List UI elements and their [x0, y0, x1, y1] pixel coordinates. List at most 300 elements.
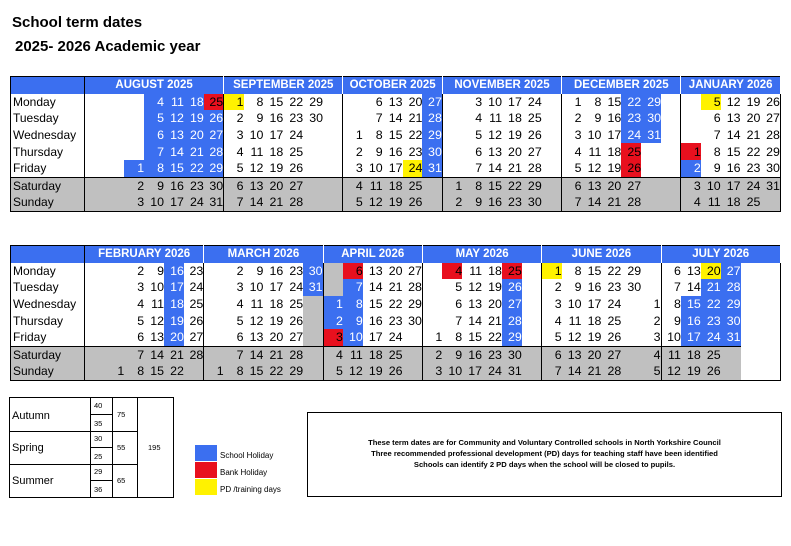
empty-cell: [323, 177, 343, 194]
date-cell: 7: [343, 279, 363, 296]
date-cell: 18: [164, 296, 184, 313]
date-cell: 15: [368, 297, 383, 312]
date-cell: 8: [594, 94, 602, 109]
date-cell: 17: [462, 363, 482, 380]
date-cell: 13: [244, 177, 264, 194]
empty-cell: [104, 263, 124, 280]
date-cell: 21: [184, 143, 204, 160]
empty-cell: [641, 263, 661, 280]
date-cell: 2: [124, 177, 144, 194]
day-label-friday: Friday: [11, 329, 85, 346]
date-cell: 15: [164, 160, 184, 177]
date-cell: 26: [383, 363, 403, 380]
date-cell: 8: [674, 297, 681, 312]
date-cell: 12: [363, 194, 383, 211]
date-cell: 15: [462, 329, 482, 346]
term-summer-label: Summer: [12, 475, 54, 487]
date-cell: 2: [641, 312, 661, 329]
date-cell: 4: [323, 346, 343, 363]
date-cell: 5: [701, 94, 721, 111]
date-cell: 16: [721, 160, 741, 177]
date-cell: 6: [224, 329, 244, 346]
day-label-wednesday: Wednesday: [11, 127, 85, 144]
empty-cell: [85, 160, 105, 177]
date-cell: 3: [681, 177, 701, 194]
date-cell: 24: [527, 94, 542, 109]
empty-cell: [85, 110, 105, 127]
date-cell: 5: [144, 110, 164, 127]
date-cell: 8: [144, 160, 164, 177]
date-cell: 20: [388, 263, 403, 278]
date-cell: 27: [760, 110, 780, 127]
date-cell: 9: [144, 177, 164, 194]
date-cell: 19: [184, 110, 204, 127]
date-cell: 14: [144, 346, 164, 363]
date-cell: 6: [542, 346, 562, 363]
date-cell: 29: [760, 143, 780, 160]
date-cell: 27: [283, 329, 303, 346]
date-cell: 3: [554, 297, 562, 312]
date-cell: 3: [236, 280, 244, 295]
empty-cell: [641, 194, 661, 211]
date-cell: 13: [468, 297, 483, 312]
date-cell: 14: [164, 143, 184, 160]
empty-cell: [522, 329, 542, 346]
date-cell: 9: [674, 313, 681, 328]
date-cell: 15: [244, 363, 264, 380]
empty-cell: [661, 94, 681, 111]
date-cell: 24: [184, 279, 204, 296]
date-cell: 4: [681, 194, 701, 211]
date-cell: 2: [323, 312, 343, 329]
date-cell: 12: [488, 128, 502, 143]
empty-cell: [303, 296, 323, 313]
date-cell: 30: [760, 160, 780, 177]
date-cell: 9: [701, 160, 721, 177]
date-cell: 26: [289, 313, 304, 328]
date-cell: 14: [244, 346, 264, 363]
date-cell: 22: [263, 363, 283, 380]
date-cell: 25: [701, 346, 721, 363]
date-cell: 21: [164, 346, 184, 363]
date-cell: 28: [621, 194, 641, 211]
date-cell: 31: [641, 127, 661, 144]
date-cell: 16: [482, 194, 502, 211]
date-cell: 21: [746, 128, 761, 143]
empty-cell: [85, 127, 105, 144]
date-cell: 25: [527, 111, 542, 126]
empty-cell: [621, 296, 641, 313]
date-cell: 6: [713, 111, 721, 126]
empty-cell: [85, 279, 105, 296]
empty-cell: [104, 346, 124, 363]
date-cell: 29: [403, 296, 423, 313]
empty-cell: [621, 346, 641, 363]
day-label-monday: Monday: [11, 94, 85, 111]
date-cell: 17: [269, 280, 284, 295]
date-cell: 6: [124, 329, 144, 346]
date-cell: 5: [455, 280, 463, 295]
date-cell: 27: [403, 263, 423, 280]
calendar-feb-jul: [10, 245, 781, 381]
date-cell: 6: [475, 144, 483, 159]
date-cell: 16: [681, 312, 701, 329]
date-cell: 4: [236, 144, 244, 159]
date-cell: 17: [508, 94, 522, 109]
date-cell: 9: [256, 111, 264, 126]
date-cell: 27: [721, 263, 741, 280]
date-cell: 4: [236, 297, 244, 312]
day-label-thursday: Thursday: [11, 143, 85, 160]
date-cell: 11: [469, 263, 483, 278]
date-cell: 14: [388, 111, 403, 126]
empty-cell: [204, 279, 224, 296]
date-cell: 19: [263, 160, 283, 177]
date-cell: 27: [204, 127, 224, 144]
date-cell: 3: [124, 194, 144, 211]
date-cell: 3: [323, 329, 343, 346]
empty-cell: [104, 127, 124, 144]
date-cell: 13: [562, 346, 582, 363]
day-label-sunday: Sunday: [11, 194, 85, 211]
date-cell: 9: [442, 346, 462, 363]
date-cell: 23: [184, 177, 204, 194]
date-cell: 27: [184, 329, 204, 346]
date-cell: 19: [746, 94, 761, 109]
date-cell: 29: [641, 94, 661, 111]
date-cell: 16: [164, 263, 184, 280]
date-cell: 18: [587, 313, 602, 328]
date-cell: 12: [726, 94, 741, 109]
empty-cell: [204, 312, 224, 329]
date-cell: 4: [475, 111, 483, 126]
pd-day-swatch: [195, 479, 217, 495]
day-label-saturday: Saturday: [11, 177, 85, 194]
date-cell: 6: [674, 263, 681, 278]
date-cell: 4: [144, 94, 164, 111]
empty-cell: [104, 160, 124, 177]
empty-cell: [343, 110, 363, 127]
term-spring-half1: 30: [94, 434, 103, 443]
empty-cell: [303, 329, 323, 346]
date-cell: 20: [184, 127, 204, 144]
date-cell: 5: [641, 363, 661, 380]
date-cell: 22: [184, 160, 204, 177]
empty-cell: [522, 312, 542, 329]
date-cell: 9: [343, 312, 363, 329]
empty-cell: [442, 94, 462, 111]
date-cell: 7: [375, 111, 383, 126]
empty-cell: [85, 263, 105, 280]
date-cell: 17: [363, 329, 383, 346]
term-spring-total: 55: [117, 443, 126, 452]
date-cell: 24: [701, 329, 721, 346]
empty-cell: [542, 143, 562, 160]
date-cell: 2: [442, 194, 462, 211]
date-cell: 20: [508, 144, 522, 159]
date-cell: 1: [574, 94, 582, 109]
date-cell: 16: [462, 346, 482, 363]
date-cell: 9: [375, 144, 383, 159]
date-cell: 27: [527, 144, 542, 159]
date-cell: 30: [403, 312, 423, 329]
date-cell: 13: [368, 263, 383, 278]
date-cell: 1: [355, 128, 363, 143]
month-header: MARCH 2026: [204, 246, 323, 263]
empty-cell: [104, 329, 124, 346]
date-cell: 14: [368, 280, 383, 295]
empty-cell: [661, 160, 681, 177]
month-header: JULY 2026: [661, 246, 780, 263]
empty-cell: [403, 363, 423, 380]
date-cell: 28: [601, 363, 621, 380]
empty-cell: [184, 363, 204, 380]
year-total: 195: [148, 443, 161, 452]
date-cell: 20: [488, 297, 502, 312]
date-cell: 28: [721, 279, 741, 296]
date-cell: 10: [587, 128, 602, 143]
date-cell: 19: [601, 160, 621, 177]
empty-cell: [422, 279, 442, 296]
date-cell: 14: [686, 280, 701, 295]
date-cell: 8: [256, 94, 264, 109]
date-cell: 26: [760, 94, 780, 111]
date-cell: 30: [422, 143, 442, 160]
empty-cell: [661, 194, 681, 211]
date-cell: 5: [224, 160, 244, 177]
empty-cell: [323, 194, 343, 211]
date-cell: 1: [641, 296, 661, 313]
date-cell: 25: [741, 194, 761, 211]
empty-cell: [422, 177, 442, 194]
date-cell: 31: [422, 160, 442, 177]
date-cell: 16: [388, 144, 403, 159]
month-header: NOVEMBER 2025: [442, 77, 561, 94]
empty-cell: [85, 329, 105, 346]
date-cell: 20: [164, 329, 184, 346]
date-cell: 9: [462, 194, 482, 211]
date-cell: 18: [363, 346, 383, 363]
empty-cell: [303, 143, 323, 160]
date-cell: 23: [701, 312, 721, 329]
date-cell: 18: [488, 263, 502, 278]
empty-cell: [403, 329, 423, 346]
empty-cell: [104, 296, 124, 313]
date-cell: 12: [661, 363, 681, 380]
empty-cell: [323, 94, 343, 111]
date-cell: 24: [289, 280, 304, 295]
date-cell: 8: [224, 363, 244, 380]
term-autumn-total: 75: [117, 410, 126, 419]
date-cell: 27: [502, 296, 522, 313]
date-cell: 7: [542, 363, 562, 380]
date-cell: 11: [363, 177, 383, 194]
date-cell: 27: [283, 177, 303, 194]
term-days-summary: [9, 397, 174, 498]
empty-cell: [85, 94, 105, 111]
date-cell: 9: [157, 263, 164, 278]
empty-cell: [204, 346, 224, 363]
empty-cell: [522, 296, 542, 313]
date-cell: 16: [164, 177, 184, 194]
date-cell: 13: [144, 329, 164, 346]
month-header: SEPTEMBER 2025: [224, 77, 343, 94]
date-cell: 6: [375, 94, 383, 109]
date-cell: 15: [587, 263, 602, 278]
empty-cell: [522, 346, 542, 363]
empty-cell: [522, 263, 542, 280]
date-cell: 12: [468, 280, 483, 295]
date-cell: 6: [144, 127, 164, 144]
key-label: School Holiday: [220, 451, 274, 460]
month-header: FEBRUARY 2026: [85, 246, 204, 263]
empty-cell: [104, 177, 124, 194]
date-cell: 23: [502, 194, 522, 211]
date-cell: 11: [568, 313, 582, 328]
date-cell: 23: [621, 110, 641, 127]
date-cell: 29: [721, 296, 741, 313]
date-cell: 13: [488, 144, 502, 159]
empty-cell: [661, 177, 681, 194]
date-cell: 29: [502, 329, 522, 346]
month-header: OCTOBER 2025: [343, 77, 442, 94]
date-cell: 22: [621, 94, 641, 111]
empty-cell: [104, 312, 124, 329]
empty-cell: [760, 194, 780, 211]
date-cell: 12: [343, 363, 363, 380]
date-cell: 2: [574, 111, 582, 126]
date-cell: 10: [343, 329, 363, 346]
date-cell: 14: [482, 160, 502, 177]
date-cell: 3: [641, 329, 661, 346]
date-cell: 3: [343, 160, 363, 177]
header-corner: [11, 77, 85, 94]
date-cell: 4: [574, 144, 582, 159]
date-cell: 20: [582, 346, 602, 363]
date-cell: 25: [204, 94, 224, 111]
date-cell: 1: [124, 160, 144, 177]
date-cell: 19: [269, 313, 284, 328]
date-cell: 20: [408, 94, 423, 109]
date-cell: 17: [587, 297, 602, 312]
date-cell: 31: [303, 279, 323, 296]
date-cell: 8: [442, 329, 462, 346]
empty-cell: [204, 296, 224, 313]
date-cell: 10: [144, 194, 164, 211]
date-cell: 10: [442, 363, 462, 380]
date-cell: 4: [442, 263, 462, 280]
school-holiday-swatch: [195, 445, 217, 461]
empty-cell: [323, 143, 343, 160]
date-cell: 25: [289, 144, 304, 159]
date-cell: 22: [408, 128, 423, 143]
empty-cell: [621, 363, 641, 380]
date-cell: 22: [482, 329, 502, 346]
date-cell: 24: [741, 177, 761, 194]
date-cell: 26: [184, 312, 204, 329]
date-cell: 10: [249, 280, 264, 295]
empty-cell: [681, 94, 701, 111]
date-cell: 18: [269, 297, 284, 312]
date-cell: 24: [383, 329, 403, 346]
date-cell: 25: [621, 143, 641, 160]
date-cell: 2: [681, 160, 701, 177]
page-title: School term dates: [12, 14, 143, 31]
term-summer-half2: 36: [94, 485, 103, 494]
empty-cell: [124, 110, 144, 127]
empty-cell: [85, 363, 105, 380]
date-cell: 22: [701, 296, 721, 313]
date-cell: 6: [562, 177, 582, 194]
date-cell: 11: [250, 144, 264, 159]
date-cell: 22: [607, 263, 622, 278]
date-cell: 10: [488, 94, 502, 109]
date-cell: 24: [289, 128, 304, 143]
empty-cell: [542, 194, 562, 211]
date-cell: 19: [363, 363, 383, 380]
date-cell: 12: [150, 313, 164, 328]
empty-cell: [681, 110, 701, 127]
empty-cell: [442, 110, 462, 127]
date-cell: 15: [726, 144, 741, 159]
date-cell: 29: [309, 94, 324, 109]
empty-cell: [323, 279, 343, 296]
key-label: PD /training days: [220, 485, 281, 494]
date-cell: 23: [607, 280, 622, 295]
date-cell: 1: [104, 363, 124, 380]
empty-cell: [104, 194, 124, 211]
date-cell: 25: [289, 297, 304, 312]
empty-cell: [204, 263, 224, 280]
date-cell: 7: [124, 346, 144, 363]
date-cell: 4: [343, 177, 363, 194]
date-cell: 17: [607, 128, 622, 143]
date-cell: 5: [343, 194, 363, 211]
term-summer-total: 65: [117, 476, 126, 485]
date-cell: 1: [323, 296, 343, 313]
date-cell: 2: [137, 263, 145, 278]
month-header: MAY 2026: [422, 246, 541, 263]
date-cell: 3: [422, 363, 442, 380]
month-header: AUGUST 2025: [85, 77, 224, 94]
date-cell: 19: [164, 312, 184, 329]
date-cell: 13: [244, 329, 264, 346]
date-cell: 4: [554, 313, 562, 328]
date-cell: 21: [263, 194, 283, 211]
date-cell: 10: [701, 177, 721, 194]
date-cell: 22: [289, 94, 304, 109]
date-cell: 14: [562, 363, 582, 380]
date-cell: 21: [408, 111, 423, 126]
date-cell: 25: [184, 296, 204, 313]
date-cell: 26: [403, 194, 423, 211]
date-cell: 27: [621, 177, 641, 194]
empty-cell: [85, 194, 105, 211]
empty-cell: [104, 94, 124, 111]
empty-cell: [641, 143, 661, 160]
date-cell: 15: [607, 94, 622, 109]
date-cell: 6: [455, 297, 463, 312]
month-header: JUNE 2026: [542, 246, 661, 263]
empty-cell: [422, 296, 442, 313]
month-header: JANUARY 2026: [681, 77, 780, 94]
date-cell: 10: [567, 297, 582, 312]
empty-cell: [442, 160, 462, 177]
term-autumn-half1: 40: [94, 401, 103, 410]
date-cell: 7: [713, 128, 721, 143]
date-cell: 30: [502, 346, 522, 363]
empty-cell: [204, 329, 224, 346]
